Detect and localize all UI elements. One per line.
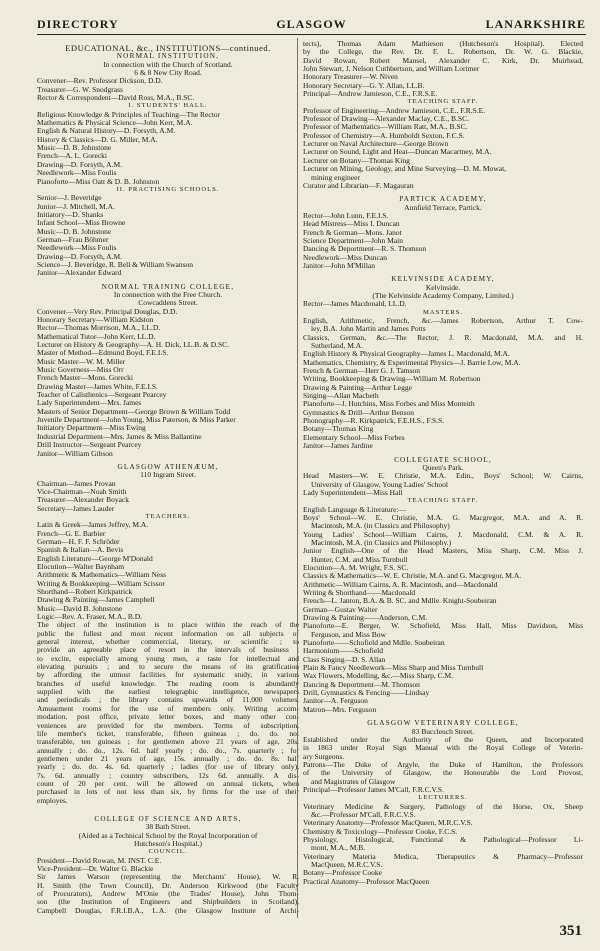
- entry-line: Mathematics, Chemistry, & Experimental Physics—J. Barrie Low, M.A.: [303, 358, 521, 367]
- column-divider: [297, 38, 298, 918]
- entry-line: Logic—Rev. A. Fraser, M.A., B.D.: [37, 613, 143, 622]
- right-column: [303, 40, 583, 886]
- entry-line: MacQueen, M.R.C.V.S.: [311, 861, 383, 869]
- entry-line: Mathematical Tutor—John Kerr, LL.D.: [37, 332, 156, 341]
- header-right: LANARKSHIRE: [485, 17, 586, 31]
- section-heading: KELVINSIDE ACADEMY,: [391, 275, 495, 284]
- entry-line: annually ; do. do., 12s. 6d. half yearly ; do. do., 7s. quarterly ; for: [37, 746, 299, 755]
- entry-line: Drawing & Painting—James Campbell: [37, 596, 155, 605]
- left-column: [37, 40, 299, 915]
- entry-line: 83 Buccleuch Street.: [411, 727, 475, 736]
- entry-line: Class Singing—D. S. Allan: [303, 655, 386, 664]
- entry-line: History & Classics—D. G. Miller, M.A.: [37, 135, 158, 144]
- section-heading: LECTURERS.: [418, 794, 468, 802]
- entry-line: Vice-Chairman—Noah Smith: [37, 487, 127, 496]
- entry-line: Harmonium——Schofield: [303, 647, 383, 656]
- entry-line: and Magistrates of Glasgow: [311, 777, 396, 786]
- entry-line: provide an agreeable place of resort in the intervals of business ;: [37, 646, 299, 655]
- section-heading: TEACHERS.: [145, 512, 191, 520]
- entry-line: Writing & Bookkeeping—William Scissor: [37, 579, 165, 588]
- entry-line: Annfield Terrace, Partick.: [404, 203, 482, 212]
- entry-line: Sutherland, M.A.: [311, 342, 364, 351]
- section-heading: TEACHING STAFF.: [407, 497, 479, 505]
- entry-line: Janitor—William Gibson: [37, 449, 113, 458]
- entry-line: (The Kelvinside Academy Company, Limited.): [372, 291, 514, 300]
- entry-line: Classics & Mathematics—W. E. Christie, M.A. and G. Macgregor, M.A.: [303, 572, 522, 581]
- entry-line: Dancing & Deportment—M. Thomson: [303, 680, 420, 689]
- entry-line: Arithmetic—William Cairns, A. R. Macintosh, and—Macdonald: [303, 580, 498, 589]
- entry-line: Convener—Very Rev. Principal Douglas, D.D.: [37, 307, 178, 316]
- entry-line: Rector—Thomas Morrison, M.A., LL.D.: [37, 324, 161, 333]
- entry-line: life member's ticket, transferable, fifteen guineas ; do. do. not: [37, 729, 299, 738]
- entry-line: The object of the institution is to place within the reach of the: [37, 621, 299, 630]
- entry-line: Needlework—Miss Foulis: [37, 244, 117, 253]
- entry-line: English Literature—George M'Donald: [37, 554, 153, 563]
- entry-line: Macintosh, M.A. (in Classics and Philosophy): [311, 522, 450, 531]
- entry-line: by affording the utmost facilities for systematic study, in various: [37, 671, 299, 680]
- section-heading: NORMAL TRAINING COLLEGE,: [101, 282, 235, 291]
- entry-line: modation, post office, private letter boxes, and many other con-: [37, 713, 299, 722]
- entry-line: Music—D. B. Johnstone: [37, 227, 112, 236]
- entry-line: of Procurators), Andrew M'Onie (the Trades' House), John Thom-: [37, 890, 299, 899]
- entry-line: Veterinary Materia Medica, Therapeutics & Pharmacy—Professor: [303, 852, 583, 861]
- section-heading: TEACHING STAFF.: [407, 98, 479, 106]
- entry-line: French & German—Mons. Janot: [303, 228, 402, 237]
- header-left: DIRECTORY: [37, 17, 119, 31]
- entry-line: Honorary Treasurer—W. Niven: [303, 73, 398, 82]
- entry-line: Drill Instructor—Sergeant Pearcey: [37, 441, 142, 450]
- section-heading: COUNCIL.: [148, 848, 188, 856]
- entry-line: In connection with the Free Church.: [113, 290, 223, 299]
- entry-line: yearly ; do. do. 4s. 6d. quarterly ; ladies (for use of library only),: [37, 763, 299, 772]
- page-number: 351: [559, 923, 582, 939]
- entry-line: public the fullest and most recent information on all subjects of: [37, 629, 299, 638]
- section-heading: COLLEGE OF SCIENCE AND ARTS,: [94, 814, 242, 823]
- entry-line: Rector—John Lunn, F.E.I.S.: [303, 211, 389, 220]
- entry-line: David Rowan, Robert Mansel, Alexander C. Kirk, Dr. Muirhead,: [303, 56, 583, 65]
- entry-line: German—Frau Böhmer: [37, 235, 109, 244]
- entry-line: Elocution—A. M. Wright, F.S. SC.: [303, 563, 409, 572]
- entry-line: of the University of Glasgow, the Honourable the Lord Provost,: [303, 769, 583, 778]
- entry-line: French—G. E. Barbier: [37, 529, 106, 538]
- entry-line: Junior—J. Mitchell, M.A.: [37, 202, 115, 211]
- entry-line: Junior English—One of the Head Masters, Miss Sharp, C.M. Miss J.: [303, 547, 583, 556]
- section-heading: I. STUDENTS' HALL.: [128, 102, 208, 110]
- entry-line: Drawing & Painting—Arthur Legge: [303, 383, 412, 392]
- entry-line: Music Governess—Miss Orr: [37, 366, 124, 375]
- entry-line: by the College, the Rev. Dr. F. L. Robertson, Dr. W. G. Blackie,: [303, 48, 583, 57]
- section-heading: PARTICK ACADEMY,: [399, 195, 487, 204]
- entry-line: Needlework—Miss Duncan: [303, 253, 387, 262]
- entry-line: Science Department—John Main: [303, 236, 403, 245]
- entry-line: son (the Institution of Engineers and Shipbuilders in Scotland),: [37, 898, 299, 907]
- entry-line: Elocution—Walter Baynham: [37, 562, 125, 571]
- entry-line: Writing & Shorthand——Macdonald: [303, 589, 416, 597]
- entry-line: Pianoforte——Schofield and Mdlle. Soubeiran: [303, 639, 445, 648]
- entry-line: University of Glasgow, Young Ladies' School: [311, 480, 448, 489]
- entry-line: Queen's Park.: [422, 463, 464, 472]
- entry-line: Amusement rooms for the use of members only. Writing accom-: [37, 704, 299, 713]
- entry-line: Pianoforte—J. Hutchins, Miss Forbes and Miss Monteith: [303, 400, 475, 409]
- entry-line: Professor of Mathematics—William Ratt, M.A., B.SC.: [303, 123, 468, 132]
- entry-line: Head Mistress—Miss I. Duncan: [303, 220, 400, 229]
- entry-line: Elementary School—Miss Forbes: [303, 433, 405, 442]
- entry-line: Dancing & Deportment—R. S. Thomson: [303, 245, 427, 254]
- entry-line: Mathematics & Physical Science—John Kerr, M.A.: [37, 119, 193, 128]
- entry-line: Shorthand—Robert Kirkpatrick: [37, 588, 133, 596]
- entry-line: Singing—Allan Macbeth: [303, 392, 379, 401]
- entry-line: employes.: [37, 796, 68, 805]
- entry-line: Religious Knowledge & Principles of Teaching—The Rector: [37, 110, 221, 119]
- entry-line: English, Arithmetic, French, &c.—James Robertson, Arthur T. Cow-: [303, 317, 583, 325]
- entry-line: Honorary Secretary—G. Y. Allan, LL.B.: [303, 81, 425, 90]
- entry-line: French & German—Herr G. J. Tamson: [303, 367, 421, 376]
- entry-line: French—A. L. Gorecki: [37, 152, 107, 161]
- entry-line: Needlework—Miss Foulis: [37, 169, 117, 178]
- entry-line: Principal—Andrew Jamieson, C.E., F.R.S.E.: [303, 90, 438, 99]
- entry-line: Ferguson, and Miss Bow: [311, 630, 386, 639]
- entry-line: in 1863 under Royal Sign Manual with the Royal College of Veterin-: [303, 744, 583, 753]
- entry-line: Music Master—W. M. Miller: [37, 357, 126, 366]
- entry-line: supplied with the earliest telegraphic intelligence, newspapers: [37, 688, 299, 697]
- entry-line: Rector & Correspondent—David Ross, M.A., B.SC.: [37, 94, 195, 103]
- entry-line: Gymnastics & Drill—Arthur Benson: [303, 408, 415, 417]
- entry-line: Science—J. Beveridge, R. Bell & William Swanson: [37, 260, 193, 269]
- entry-line: and periodicals ; the library contains upwards of 11,000 volumes.: [37, 696, 299, 705]
- entry-line: Janitor—Alexander Edward: [37, 269, 122, 278]
- entry-line: Hunter, C.M. and Miss Turnbull: [311, 555, 408, 564]
- entry-line: Campbell Douglas, F.R.I.B.A., L.A. (the Glasgow Institute of Archi-: [37, 906, 299, 915]
- entry-line: Lecturer on Mining, Geology, and Mine Surveying—D. M. Mowat,: [303, 165, 507, 174]
- entry-line: purchased in lots of not less than six, by firms for the use of their: [37, 788, 299, 797]
- entry-line: Phonography—R. Kirkpatrick, F.E.H.S., F.S.S.: [303, 417, 445, 426]
- entry-line: Lady Superintendent—Mrs. James: [37, 399, 142, 408]
- entry-line: Principal—Professor James M'Call, F.R.C.V.S.: [303, 785, 444, 794]
- entry-line: Veterinary Medicine & Surgery, Pathology of the Horse, Ox, Sheep: [303, 802, 583, 811]
- entry-line: mont, M.A., M.B.: [311, 844, 366, 853]
- entry-line: 110 Ingram Street.: [140, 471, 196, 480]
- entry-line: Lecturer on Botany—Thomas King: [303, 156, 410, 165]
- entry-line: 7s. 6d. annually ; country subscribers, 12s 6d. annually. A dis-: [37, 771, 299, 780]
- entry-line: English History & Physical Geography—James L. Macdonald, M.A.: [303, 350, 510, 359]
- entry-line: 38 Bath Street.: [145, 823, 191, 832]
- entry-line: elevating pursuits ; and to secure the means of its gratification: [37, 663, 299, 672]
- entry-line: mining engineer: [311, 173, 360, 182]
- entry-line: English Language & Literature:—: [303, 505, 407, 514]
- entry-line: Hutcheson's Hospital.): [133, 839, 202, 848]
- entry-line: general interest, whether commercial, literary, or scientific ; to: [37, 638, 299, 647]
- entry-line: Drawing—D. Forsyth, A.M.: [37, 252, 123, 261]
- entry-line: Botany—Thomas King: [303, 425, 374, 434]
- entry-line: ley, B.A. John Martin and James Potts: [311, 325, 426, 334]
- entry-line: Physiology, Histological, Functional & Pathological—Professor Li-: [303, 835, 583, 844]
- entry-line: Janitor—John M'Millan: [303, 261, 375, 270]
- entry-line: Chemistry & Toxicology—Professor Cooke, F.C.S.: [303, 827, 458, 836]
- entry-line: Wax Flowers, Modelling, &c.—Miss Sharp, C.M.: [303, 672, 454, 681]
- entry-line: Professor of Drawing—Alexander Maclay, C.E., B.SC.: [303, 115, 469, 124]
- entry-line: H. Smith (the Town Council), Dr. Anderson Kirkwood (the Faculty: [37, 881, 299, 890]
- entry-line: Head Masters—W. E. Christie, M.A. Edin., Boys' School; W. Cairns,: [303, 472, 583, 481]
- section-heading: MASTERS.: [422, 308, 464, 316]
- section-heading: GLASGOW ATHENÆUM,: [117, 462, 219, 471]
- entry-line: &c.—Professor M'Call, F.R.C.V.S.: [311, 810, 416, 819]
- entry-line: Drawing Master—James White, F.E.I.S.: [37, 382, 158, 391]
- entry-line: Cowcaddens Street.: [138, 299, 198, 308]
- entry-line: Young Ladies' School—William Cairns, J. Macdonald, C.M. & A. R.: [303, 530, 583, 539]
- entry-line: Arithmetic & Mathematics—William Ness: [37, 571, 167, 580]
- entry-line: branches of useful knowledge. The reading room is abundantly: [37, 679, 299, 688]
- section-heading: EDUCATIONAL, &c., INSTITUTIONS—continued.: [65, 44, 271, 53]
- entry-line: Lady Superintendent—Miss Hall: [303, 488, 403, 497]
- entry-line: Vice-President—Dr. Walter G. Blackie: [37, 865, 154, 873]
- entry-line: Veterinary Anatomy—Professor MacQueen, M.R.C.V.S.: [303, 819, 473, 828]
- entry-line: gentlemen under 21 years of age, 15s. annually ; do. do. 8s. half: [37, 754, 299, 763]
- entry-line: Classics, German, &c.—The Rector, J. R. Macdonald, M.A. and H.: [303, 333, 583, 342]
- entry-line: Matron—Mrs. Ferguson: [303, 705, 377, 714]
- entry-line: veniences are provided for the members. Terms of subscription,: [37, 721, 299, 730]
- entry-line: Masters of Senior Department—George Brown & William Todd: [37, 407, 231, 416]
- entry-line: Infant School—Miss Browne: [37, 219, 126, 228]
- entry-line: Music—David B. Johnstone: [37, 604, 123, 613]
- entry-line: Janitor—A. Ferguson: [303, 697, 368, 706]
- entry-line: Janitor—James Jardine: [303, 442, 373, 451]
- entry-line: (Aided as a Technical School by the Royal Incorporation of: [78, 831, 258, 840]
- entry-line: Drawing—D. Forsyth, A.M.: [37, 160, 123, 169]
- entry-line: Treasurer—G. W. Snodgrass: [37, 85, 123, 94]
- entry-line: Lecturer on History & Geography—A. H. Dick, LL.B. & D.SC.: [37, 341, 230, 350]
- entry-line: French Master—Mons. Gorecki: [37, 374, 134, 383]
- section-heading: COLLEGIATE SCHOOL,: [394, 455, 492, 464]
- entry-line: Secretary—James Lauder: [37, 504, 115, 513]
- entry-line: 6 & 8 New City Road.: [134, 69, 202, 78]
- entry-line: German—Gustav Walter: [303, 605, 378, 614]
- entry-line: Practical Anatomy—Professor MacQueen: [303, 877, 430, 886]
- entry-line: Plain & Fancy Needlework—Miss Sharp and Miss Turnbull: [303, 664, 484, 673]
- entry-line: Initiatory—D. Shanks: [37, 210, 104, 219]
- section-heading: II. PRACTISING SCHOOLS.: [116, 185, 220, 193]
- entry-line: Drill, Gymnastics & Fencing——Lindsay: [303, 689, 430, 698]
- entry-line: transferable, ten guineas ; for gentlemen above 21 years of age, 20s.: [37, 738, 299, 747]
- entry-line: Boys' School—W. E. Christie, M.A. G. Macgregor, M.A. and A. R.: [303, 513, 583, 522]
- entry-line: Convener—Rev. Professor Dickson, D.D.: [37, 77, 163, 86]
- entry-line: Pianoforte—E. Berger, W. Schofield, Miss Hall, Miss Davidson, Miss: [303, 622, 583, 631]
- section-heading: NORMAL INSTITUTION,: [116, 52, 220, 61]
- entry-line: Sir James Watson (representing the Merchants' House), W. R.: [37, 873, 299, 882]
- entry-line: Latin & Greek—James Jeffrey, M.A.: [37, 521, 149, 530]
- entry-line: Pianoforte—Miss Oatt & D. B. Johnston: [37, 177, 160, 186]
- entry-line: Master of Method—Edmund Boyd, F.E.I.S.: [37, 349, 169, 358]
- entry-line: Initiatory Department—Miss Ewing: [37, 424, 146, 433]
- entry-line: Honorary Secretary—William Kidston: [37, 316, 154, 324]
- entry-line: Lecturer on Sound, Light and Heat—Duncan Macartney, M.A.: [303, 148, 492, 157]
- entry-line: Established under the Authority of the Queen, and Incorporated: [303, 735, 583, 744]
- entry-line: President—David Rowan, M. INST. C.E.: [37, 856, 162, 865]
- entry-line: Curator and Librarian—F. Magauran: [303, 181, 414, 190]
- entry-line: Botany—Professor Cooke: [303, 869, 382, 878]
- entry-line: Writing, Bookkeeping & Drawing—William M. Robertson: [303, 375, 481, 384]
- entry-line: count of 20 per cent. will be allowed on annual tickets, when: [37, 779, 299, 788]
- entry-line: Lecturer on Naval Architecture—George Brown: [303, 140, 449, 149]
- entry-line: Professor of Engineering—Andrew Jamieson, C.E., F.R.S.E.: [303, 106, 486, 115]
- entry-line: Kelvinside.: [425, 283, 461, 292]
- entry-line: Teacher of Calisthenics—Sergeant Pearcey: [37, 391, 167, 400]
- section-heading: GLASGOW VETERINARY COLLEGE,: [367, 719, 519, 728]
- entry-line: ary Surgeons.: [303, 752, 345, 761]
- entry-line: German—H. F. F. Schröder: [37, 537, 120, 546]
- entry-line: Senior—J. Beveridge: [37, 194, 102, 203]
- entry-line: John Stewart, J. Nelson Cuthbertson, and William Lorimer: [303, 65, 480, 74]
- entry-line: to excite, especially among young men, a taste for intellectual and: [37, 654, 299, 663]
- page-header: [37, 14, 586, 35]
- entry-line: Chairman—James Provan: [37, 479, 116, 488]
- entry-line: English & Natural History—D. Forsyth, A.M.: [37, 127, 176, 136]
- entry-line: In connection with the Church of Scotland.: [103, 60, 233, 69]
- entry-line: Patrons—The Duke of Argyle, the Duke of Hamilton, the Professors: [303, 760, 583, 769]
- entry-line: Drawing & Painting——Anderson, C.M.: [303, 614, 428, 623]
- entry-line: Macintosh, M.A. (in Classics and Philosophy.): [311, 538, 452, 547]
- entry-line: tects), Thomas Adam Mathieson (Hutcheson's Hospital). Elected: [303, 40, 583, 48]
- entry-line: Professor of Chemistry—A. Humboldt Sexton, F.C.S.: [303, 131, 465, 140]
- entry-line: French—L. Janton, B.A. & B. SC. and Mdlle. Knight-Soubeiran: [303, 597, 497, 606]
- header-center: GLASGOW: [276, 17, 347, 31]
- entry-line: Spanish & Italian—A. Bevis: [37, 546, 124, 555]
- entry-line: Industrial Department—Mrs. James & Miss Ballantine: [37, 432, 202, 441]
- entry-line: Juvenile Department—John Young, Miss Paterson, & Miss Parker: [37, 416, 236, 425]
- entry-line: Music—D. B. Johnstone: [37, 144, 112, 153]
- entry-line: Rector—James Macdonald, LL.D.: [303, 300, 407, 309]
- entry-line: Treasurer—Alexander Boyack: [37, 496, 129, 505]
